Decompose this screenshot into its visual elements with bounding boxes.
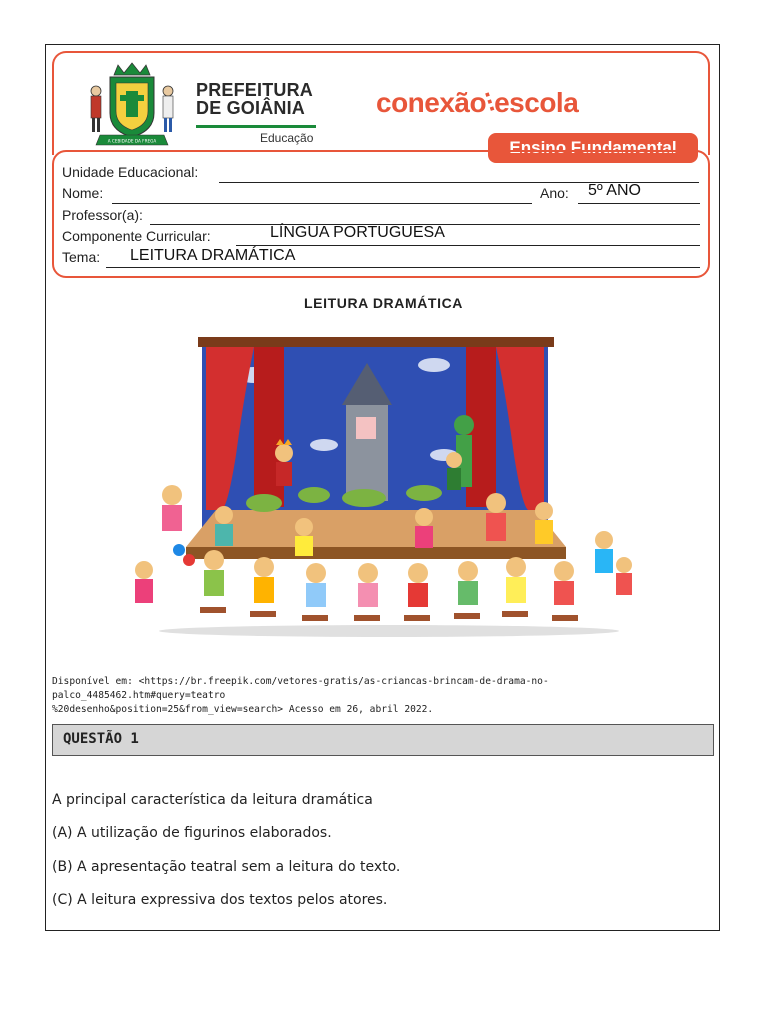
ano-label: Ano: [540,185,569,201]
tema-label: Tema: [62,249,101,265]
nome-label: Nome: [62,185,104,201]
question-prompt: A principal característica da leitura dramática [52,792,373,808]
crest-caption: A CEBIDADE DA FREGA [107,138,157,144]
option-a[interactable]: (A) A utilização de figurinos elaborados. [52,825,332,841]
prefeitura-word: PREFEITURA [196,80,314,100]
componente-label: Componente Curricular: [62,228,211,244]
ano-value: 5º ANO [588,182,641,199]
worksheet-page [45,44,720,931]
conexao-escola-logo [376,87,578,120]
image-source-citation [52,675,712,717]
student-info-form [52,150,710,278]
header-banner [52,51,710,155]
link-icon: ⫶ [482,87,498,119]
ensino-fundamental-badge: Ensino Fundamental [488,133,698,163]
worksheet-title: LEITURA DRAMÁTICA [304,295,463,311]
children-theater-illustration [124,335,654,640]
professor-label: Professor(a): [62,207,143,223]
question-header [52,724,714,756]
ano-field[interactable] [578,203,700,204]
tema-field[interactable] [106,267,700,268]
nome-field[interactable] [112,203,532,204]
tema-value: LEITURA DRAMÁTICA [130,247,296,264]
option-c[interactable]: (C) A leitura expressiva dos textos pelos atores. [52,892,388,908]
componente-field[interactable] [236,245,700,246]
conexao-word: conexão [376,87,487,118]
option-b[interactable]: (B) A apresentação teatral sem a leitura do texto. [52,859,401,875]
source-line-1: Disponível em: <https://br.freepik.com/vetores-gratis/as-criancas-brincam-de-drama-no-palco_4485462.htm#query=teatro [52,676,549,701]
educacao-subtitle: Educação [260,131,314,145]
question-label: QUESTÃO 1 [63,731,139,747]
escola-word: escola [494,87,579,118]
prefeitura-logo-text [196,81,313,117]
city-crest-logo [82,61,182,149]
source-line-2: %20desenho&position=25&from_view=search> Acesso em 26, abril 2022. [52,704,434,715]
unidade-label: Unidade Educacional: [62,164,199,180]
prefeitura-underline [196,125,316,128]
goiania-word: DE GOIÂNIA [196,98,306,118]
componente-value: LÍNGUA PORTUGUESA [270,224,445,241]
